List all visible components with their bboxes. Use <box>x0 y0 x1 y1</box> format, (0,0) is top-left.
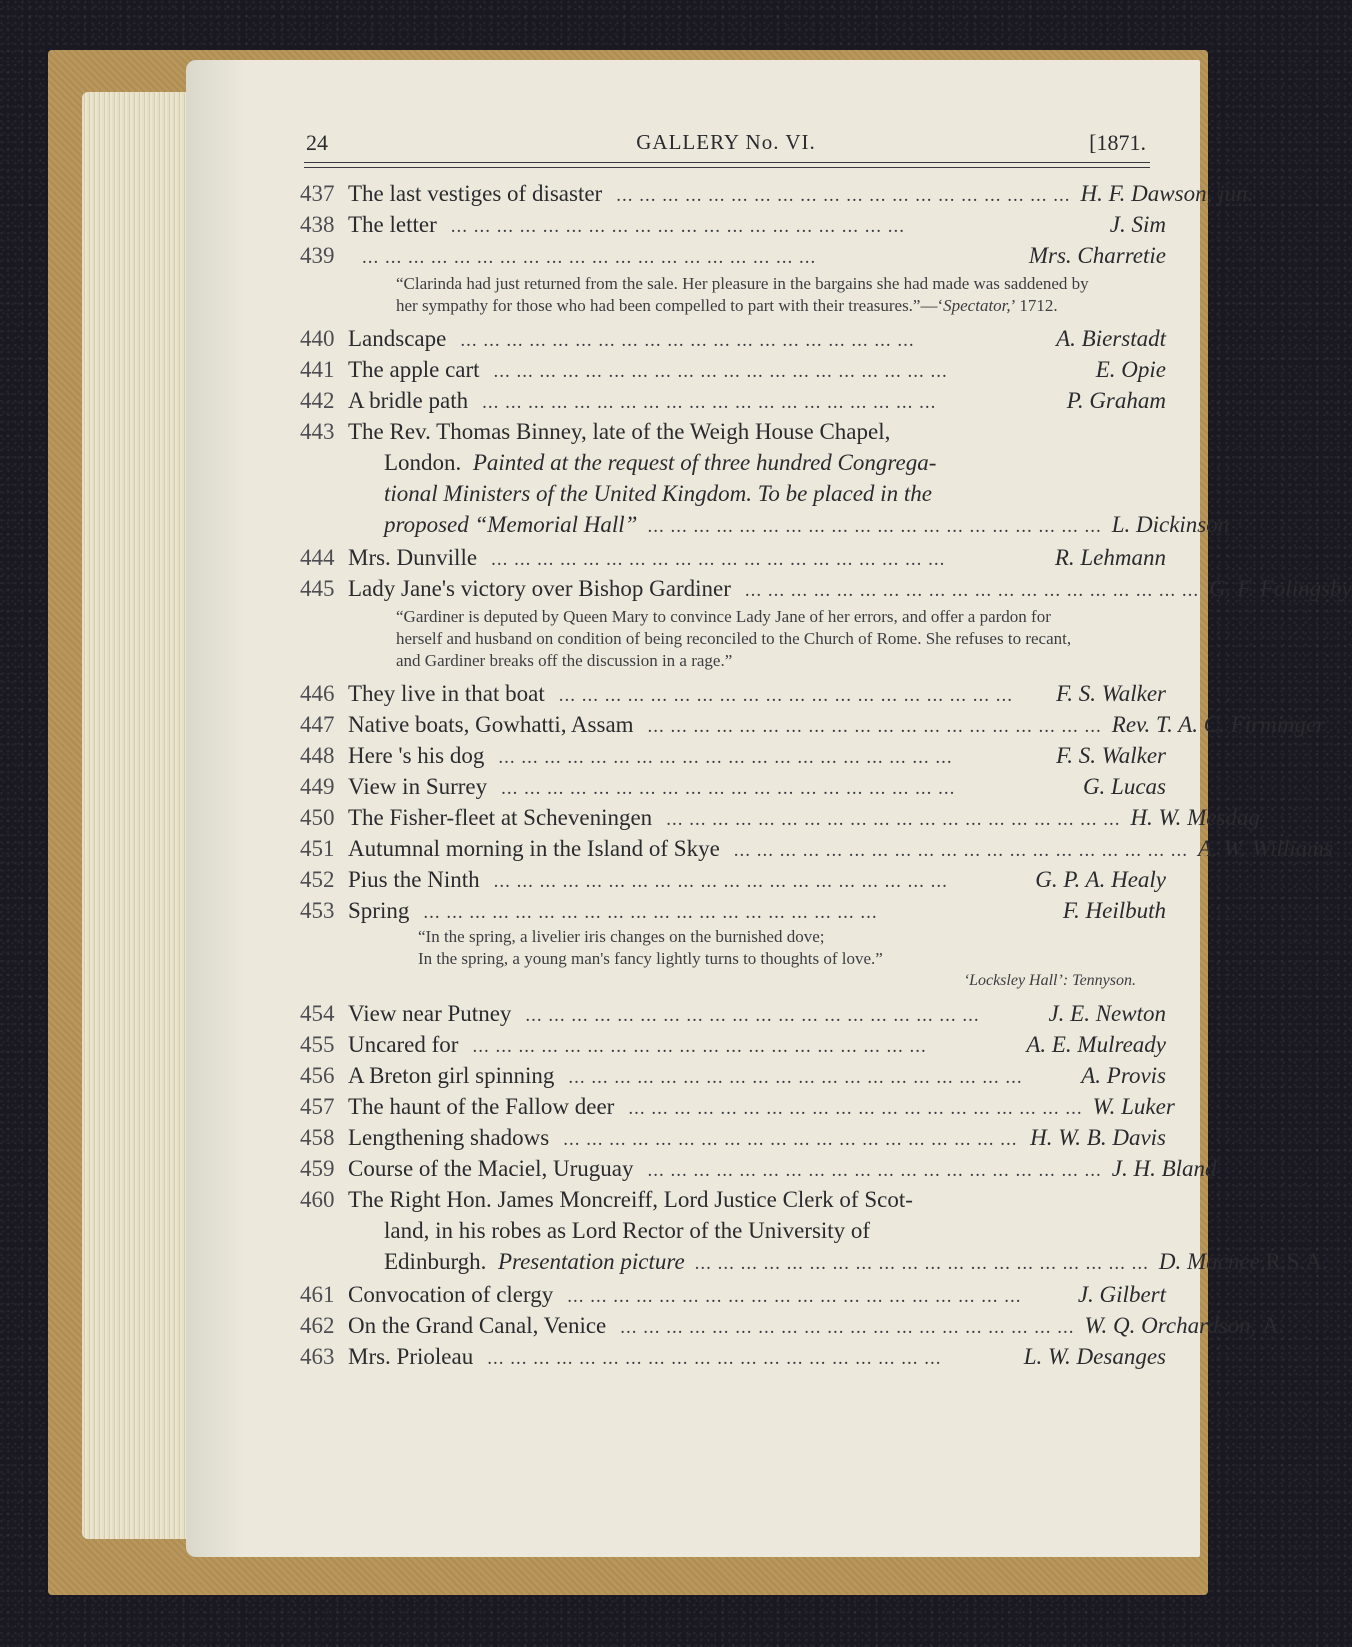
entry-artist: L. Dickinson <box>1111 512 1230 537</box>
entry-number: 445 <box>300 576 335 601</box>
verse-line: In the spring, a young man's fancy lightly turns to thoughts of love.” <box>418 949 883 968</box>
entry-title: Mrs. Prioleau <box>348 1344 474 1369</box>
entry-title: Lady Jane's victory over Bishop Gardiner <box>348 576 731 601</box>
catalogue-entry <box>300 864 1166 895</box>
entry-number: 453 <box>300 898 335 923</box>
entry-title: The last vestiges of disaster <box>348 181 603 206</box>
catalogue-entry <box>300 1153 1217 1184</box>
entry-continuation: land, in his robes as Lord Rector of the University of <box>384 1218 871 1243</box>
entry-quotation <box>396 273 1096 317</box>
entry-title: A Breton girl spinning <box>348 1063 555 1088</box>
entry-title: Landscape <box>348 326 447 351</box>
entry-artist: J. Sim <box>1109 212 1166 237</box>
entry-artist: F. S. Walker <box>1056 681 1166 706</box>
book-page <box>186 60 1352 1557</box>
entry-artist: F. Heilbuth <box>1062 898 1166 923</box>
catalogue-entry <box>300 998 1166 1029</box>
leader-dots: ... ... ... ... ... ... ... ... ... ... ... ... ... ... ... ... ... ... ... ... <box>558 685 1013 706</box>
catalogue-entry <box>300 1091 1175 1122</box>
catalogue-entry <box>300 416 1166 447</box>
catalogue-entry <box>300 678 1166 709</box>
entry-number: 441 <box>300 357 335 382</box>
entry-number: 454 <box>300 1001 335 1026</box>
entry-artist: G. F. Folingsby <box>1209 576 1352 601</box>
entry-number: 452 <box>300 867 335 892</box>
catalogue-entry <box>300 240 1166 271</box>
entry-artist <box>1085 1310 1285 1341</box>
catalogue-entry <box>300 1184 1166 1215</box>
entry-artist: F. S. Walker <box>1056 743 1166 768</box>
entry-artist: G. P. A. Healy <box>1035 867 1166 892</box>
entry-number: 462 <box>300 1313 335 1338</box>
header-rule <box>304 162 1150 163</box>
verse-attribution: ‘Locksley Hall’: Tennyson. <box>963 972 1136 989</box>
leader-dots: ... ... ... ... ... ... ... ... ... ... ... ... ... ... ... ... ... ... ... ... <box>491 549 946 570</box>
entry-title: They live in that boat <box>348 681 545 706</box>
entry-number: 451 <box>300 836 335 861</box>
entry-number: 438 <box>300 212 335 237</box>
leader-dots: ... ... ... ... ... ... ... ... ... ... ... ... ... ... ... ... ... ... ... ... <box>647 1160 1102 1181</box>
entry-artist: A. E. Mulready <box>1026 1032 1166 1057</box>
catalogue-entry <box>300 178 1254 209</box>
artist-honour: R.S.A. <box>1265 1249 1328 1274</box>
catalogue-entry <box>300 1122 1166 1153</box>
entry-continuation <box>384 1246 1328 1279</box>
catalogue-entry <box>300 385 1166 416</box>
entry-number: 463 <box>300 1344 335 1369</box>
catalogue-entry <box>300 740 1166 771</box>
entry-title-cont: London. <box>384 450 462 475</box>
entry-number: 461 <box>300 1282 335 1307</box>
entry-title-cont: Edinburgh. <box>384 1249 487 1274</box>
catalogue-entry <box>300 1029 1166 1060</box>
entry-title: Course of the Maciel, Uruguay <box>348 1156 634 1181</box>
leader-dots: ... ... ... ... ... ... ... ... ... ... ... ... ... ... ... ... ... ... ... ... <box>450 216 906 237</box>
leader-dots: ... ... ... ... ... ... ... ... ... ... ... ... ... ... ... ... ... ... ... ... <box>694 1253 1149 1274</box>
leader-dots: ... ... ... ... ... ... ... ... ... ... ... ... ... ... ... ... ... ... ... ... <box>733 840 1189 861</box>
catalogue-entry <box>300 323 1166 354</box>
entry-title: The Fisher-fleet at Scheveningen <box>348 805 653 830</box>
entry-artist: Rev. T. A. C. Firminger <box>1111 712 1326 737</box>
entry-title: The apple cart <box>348 357 480 382</box>
entry-title: Pius the Ninth <box>348 867 480 892</box>
entry-title: View in Surrey <box>348 774 488 799</box>
entry-number: 449 <box>300 774 335 799</box>
catalogue-entry <box>300 573 1352 604</box>
verse-line: “In the spring, a livelier iris changes on the burnished dove; <box>418 927 825 946</box>
entry-artist: W. Luker <box>1092 1094 1175 1119</box>
entry-title: Uncared for <box>348 1032 459 1057</box>
page-edges <box>82 92 200 1539</box>
catalogue-entry <box>300 1279 1166 1310</box>
leader-dots: ... ... ... ... ... ... ... ... ... ... ... ... ... ... ... ... ... ... ... ... <box>493 871 948 892</box>
leader-dots: ... ... ... ... ... ... ... ... ... ... ... ... ... ... ... ... ... ... ... ... <box>647 516 1102 537</box>
catalogue-entry <box>300 833 1333 864</box>
leader-dots: ... ... ... ... ... ... ... ... ... ... ... ... ... ... ... ... ... ... ... ... <box>423 902 878 923</box>
entry-title: A bridle path <box>348 388 469 413</box>
page-number: 24 <box>306 130 328 155</box>
catalogue-entry <box>300 802 1260 833</box>
catalogue-entry <box>300 1060 1166 1091</box>
leader-dots: ... ... ... ... ... ... ... ... ... ... ... ... ... ... ... ... ... ... ... ... <box>493 361 948 382</box>
entry-note: Painted at the request of three hundred Congrega- <box>472 450 937 475</box>
entry-continuation <box>384 509 1230 542</box>
entry-note: Presentation picture <box>497 1249 685 1274</box>
entry-artist: H. W. Mesdag <box>1130 805 1260 830</box>
leader-dots: ... ... ... ... ... ... ... ... ... ... ... ... ... ... ... ... ... ... ... ... <box>628 1098 1083 1119</box>
leader-dots: ... ... ... ... ... ... ... ... ... ... ... ... ... ... ... ... ... ... ... ... <box>744 580 1200 601</box>
entry-number: 455 <box>300 1032 335 1057</box>
entry-artist: J. E. Newton <box>1048 1001 1166 1026</box>
entry-artist: Mrs. Charretie <box>1028 243 1166 268</box>
leader-dots: ... ... ... ... ... ... ... ... ... ... ... ... ... ... ... ... ... ... ... ... <box>501 778 956 799</box>
entry-number: 460 <box>300 1187 335 1212</box>
entry-title: The Rev. Thomas Binney, late of the Weigh House Chapel, <box>348 419 891 444</box>
entry-title: Native boats, Gowhatti, Assam <box>348 712 634 737</box>
entry-number: 458 <box>300 1125 335 1150</box>
catalogue-entry <box>300 895 1166 926</box>
entry-title: Lengthening shadows <box>348 1125 550 1150</box>
catalogue-entries <box>300 178 1352 1372</box>
entry-title: On the Grand Canal, Venice <box>348 1313 607 1338</box>
leader-dots: ... ... ... ... ... ... ... ... ... ... ... ... ... ... ... ... ... ... ... ... <box>487 1348 942 1369</box>
artist-name: W. Q. Orchardson, <box>1084 1313 1257 1338</box>
entry-artist: A. Provis <box>1081 1063 1166 1088</box>
catalogue-entry <box>300 709 1326 740</box>
entry-artist: P. Graham <box>1066 388 1166 413</box>
catalogue-entry <box>300 1341 1166 1372</box>
entry-artist <box>1159 1246 1328 1277</box>
catalogue-entry <box>300 354 1166 385</box>
entry-number: 450 <box>300 805 335 830</box>
artist-honour: A. <box>1262 1313 1285 1338</box>
leader-dots: ... ... ... ... ... ... ... ... ... ... ... ... ... ... ... ... ... ... ... ... <box>568 1067 1023 1088</box>
leader-dots: ... ... ... ... ... ... ... ... ... ... ... ... ... ... ... ... ... ... ... ... <box>563 1129 1018 1150</box>
header-year: [1871. <box>1089 130 1146 155</box>
entry-artist: J. Gilbert <box>1077 1282 1166 1307</box>
entry-number: 440 <box>300 326 335 351</box>
entry-number: 457 <box>300 1094 335 1119</box>
entry-number: 443 <box>300 419 335 444</box>
leader-dots: ... ... ... ... ... ... ... ... ... ... ... ... ... ... ... ... ... ... ... ... <box>472 1036 927 1057</box>
running-header <box>306 130 1146 170</box>
entry-title: The letter <box>348 212 437 237</box>
entry-number: 442 <box>300 388 335 413</box>
entry-number: 439 <box>300 243 335 268</box>
entry-title: Spring <box>348 898 410 923</box>
leader-dots: ... ... ... ... ... ... ... ... ... ... ... ... ... ... ... ... ... ... ... ... <box>498 747 953 768</box>
entry-title: View near Putney <box>348 1001 512 1026</box>
entry-artist: G. Lucas <box>1082 774 1166 799</box>
entry-continuation: tional Ministers of the United Kingdom. To be placed in the <box>384 481 932 506</box>
quote-tail: ’ 1712. <box>1010 296 1058 315</box>
entry-number: 447 <box>300 712 335 737</box>
leader-dots: ... ... ... ... ... ... ... ... ... ... ... ... ... ... ... ... ... ... ... ... <box>616 185 1071 206</box>
quote-text: “Clarinda had just returned from the sale. Her pleasure in the bargains she had made was saddened by her sympathy for those who had been compelled to part with their treasures.”—‘ <box>396 274 1089 315</box>
entry-note: proposed “Memorial Hall” <box>384 512 638 537</box>
leader-dots: ... ... ... ... ... ... ... ... ... ... ... ... ... ... ... ... ... ... ... ... <box>482 392 937 413</box>
entry-artist: H. F. Dawson, jun. <box>1080 181 1254 206</box>
entry-number: 456 <box>300 1063 335 1088</box>
entry-title: The haunt of the Fallow deer <box>348 1094 615 1119</box>
entry-title: Mrs. Dunville <box>348 545 478 570</box>
entry-title: Here 's his dog <box>348 743 485 768</box>
gallery-title: GALLERY No. VI. <box>636 130 816 154</box>
leader-dots: ... ... ... ... ... ... ... ... ... ... ... ... ... ... ... ... ... ... ... ... <box>666 809 1121 830</box>
entry-title: Autumnal morning in the Island of Skye <box>348 836 720 861</box>
leader-dots: ... ... ... ... ... ... ... ... ... ... ... ... ... ... ... ... ... ... ... ... <box>460 330 915 351</box>
entry-number: 437 <box>300 181 335 206</box>
quote-source: Spectator, <box>943 296 1011 315</box>
entry-number: 459 <box>300 1156 335 1181</box>
entry-number: 444 <box>300 545 335 570</box>
entry-artist: A. Bierstadt <box>1056 326 1166 351</box>
header-rule-2 <box>304 167 1150 168</box>
entry-artist: H. W. B. Davis <box>1030 1125 1166 1150</box>
entry-artist: A. W. Williams <box>1198 836 1333 861</box>
entry-title: Convocation of clergy <box>348 1282 554 1307</box>
entry-continuation <box>384 447 1166 478</box>
entry-artist: J. H. Bland <box>1111 1156 1217 1181</box>
leader-dots: ... ... ... ... ... ... ... ... ... ... ... ... ... ... ... ... ... ... ... ... <box>647 716 1102 737</box>
catalogue-entry <box>300 771 1166 802</box>
leader-dots: ... ... ... ... ... ... ... ... ... ... ... ... ... ... ... ... ... ... ... ... <box>525 1005 980 1026</box>
artist-name: D. Macnee, <box>1158 1249 1266 1274</box>
catalogue-entry <box>300 1310 1285 1341</box>
entry-artist: E. Opie <box>1095 357 1166 382</box>
entry-artist: R. Lehmann <box>1054 545 1166 570</box>
catalogue-entry <box>300 209 1166 240</box>
leader-dots: ... ... ... ... ... ... ... ... ... ... ... ... ... ... ... ... ... ... ... ... <box>362 247 817 268</box>
entry-artist: L. W. Desanges <box>1023 1344 1166 1369</box>
entry-title: The Right Hon. James Moncreiff, Lord Justice Clerk of Scot- <box>348 1187 913 1212</box>
entry-quotation: “Gardiner is deputed by Queen Mary to convince Lady Jane of her errors, and offer a pardon for herself and husband on condition of being reconciled to the Church of Rome. She refuses to recant, and Gardiner breaks off the discussion in a rage.” <box>396 607 1072 670</box>
entry-number: 448 <box>300 743 335 768</box>
leader-dots: ... ... ... ... ... ... ... ... ... ... ... ... ... ... ... ... ... ... ... ... <box>620 1317 1075 1338</box>
catalogue-entry <box>300 542 1166 573</box>
entry-number: 446 <box>300 681 335 706</box>
leader-dots: ... ... ... ... ... ... ... ... ... ... ... ... ... ... ... ... ... ... ... ... <box>567 1286 1022 1307</box>
